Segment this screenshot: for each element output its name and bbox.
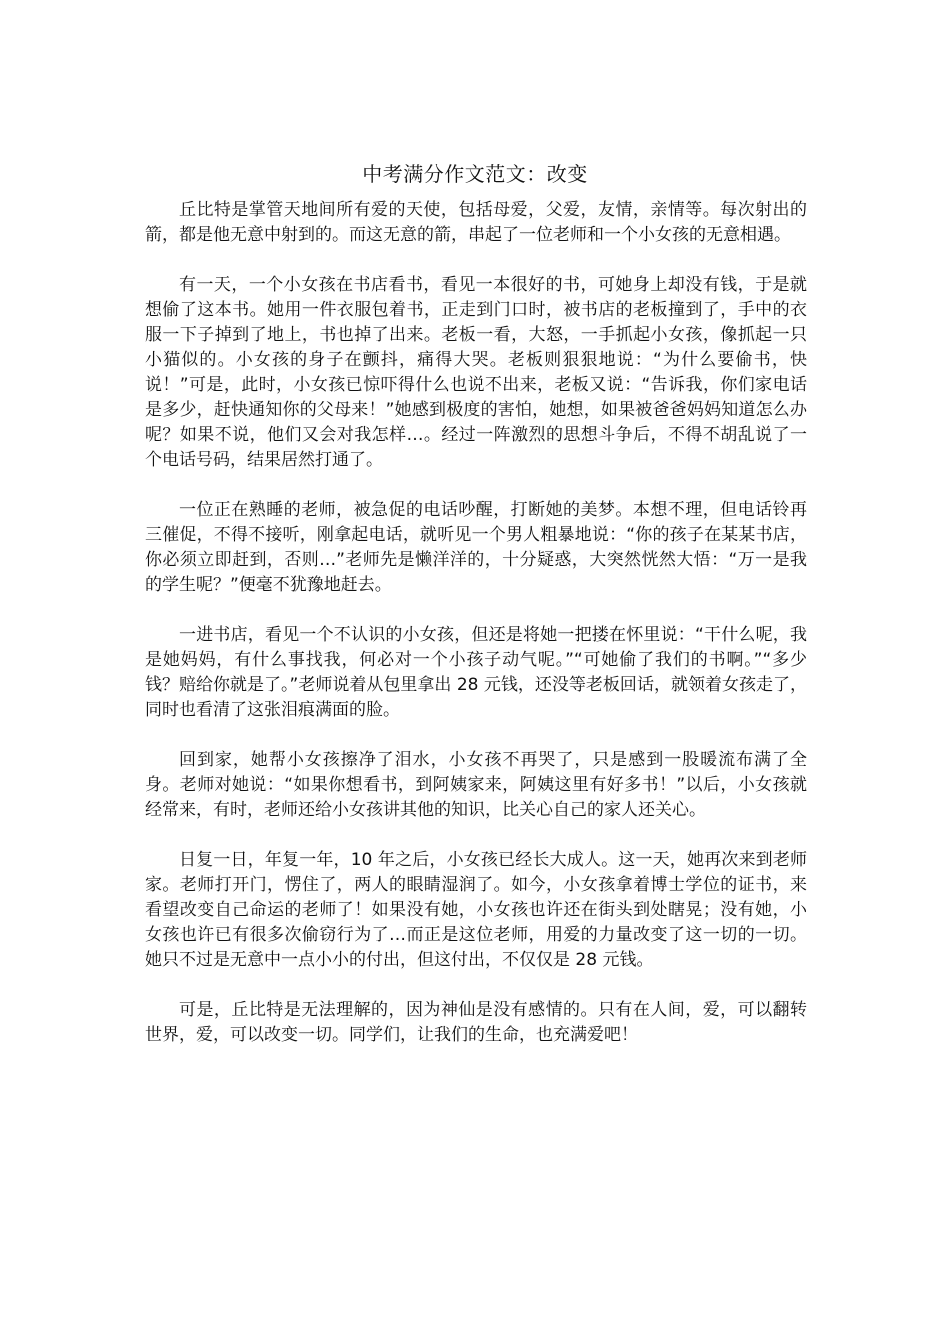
paragraph-2: 有一天，一个小女孩在书店看书，看见一本很好的书，可她身上却没有钱，于是就想偷了这本书。她用一件衣服包着书，正走到门口时，被书店的老板撞到了，手中的衣服一下子掉到了地上，书也掉了出来。老板一看，大怒，一手抓起小女孩，像抓起一只小猫似的。小女孩的身子在颤抖，痛得大哭。老板则狠狠地说：“为什么要偷书，快说！”可是，此时，小女孩已惊吓得什么也说不出来，老板又说：“告诉我，你们家电话是多少，赶快通知你的父母来！”她感到极度的害怕，她想，如果被爸爸妈妈知道怎么办呢？如果不说，他们又会对我怎样…。经过一阵激烈的思想斗争后，不得不胡乱说了一个电话号码，结果居然打通了。 bbox=[145, 275, 807, 470]
paragraph-1: 丘比特是掌管天地间所有爱的天使，包括母爱，父爱，友情，亲情等。每次射出的箭，都是他无意中射到的。而这无意的箭，串起了一位老师和一个小女孩的无意相遇。 bbox=[145, 200, 807, 245]
paragraph-5: 回到家，她帮小女孩擦净了泪水，小女孩不再哭了，只是感到一股暖流布满了全身。老师对她说：“如果你想看书，到阿姨家来，阿姨这里有好多书！”以后，小女孩就经常来，有时，老师还给小女孩讲其他的知识，比关心自己的家人还关心。 bbox=[145, 750, 807, 820]
paragraph-6: 日复一日，年复一年，10 年之后，小女孩已经长大成人。这一天，她再次来到老师家。老师打开门，愣住了，两人的眼睛湿润了。如今，小女孩拿着博士学位的证书，来看望改变自己命运的老师了！如果没有她，小女孩也许还在街头到处瞎晃；没有她，小女孩也许已有很多次偷窃行为了…而正是这位老师，用爱的力量改变了这一切的一切。她只不过是无意中一点小小的付出，但这付出，不仅仅是 28 元钱。 bbox=[145, 850, 807, 970]
paragraph-3: 一位正在熟睡的老师，被急促的电话吵醒，打断她的美梦。本想不理，但电话铃再三催促，不得不接听，刚拿起电话，就听见一个男人粗暴地说：“你的孩子在某某书店，你必须立即赶到，否则…”老师先是懒洋洋的，十分疑惑，大突然恍然大悟：“万一是我的学生呢？”便毫不犹豫地赶去。 bbox=[145, 500, 807, 595]
paragraph-7: 可是，丘比特是无法理解的，因为神仙是没有感情的。只有在人间，爱，可以翻转世界，爱，可以改变一切。同学们，让我们的生命，也充满爱吧！ bbox=[145, 1000, 807, 1045]
document-body bbox=[145, 198, 807, 1073]
document-title: 中考满分作文范文：改变 bbox=[362, 162, 588, 186]
paragraph-4: 一进书店，看见一个不认识的小女孩，但还是将她一把搂在怀里说：“干什么呢，我是她妈妈，有什么事找我，何必对一个小孩子动气呢。”“可她偷了我们的书啊。”“多少钱？赔给你就是了。”老师说着从包里拿出 28 元钱，还没等老板回话，就领着女孩走了，同时也看清了这张泪痕满面的脸。 bbox=[145, 625, 807, 720]
